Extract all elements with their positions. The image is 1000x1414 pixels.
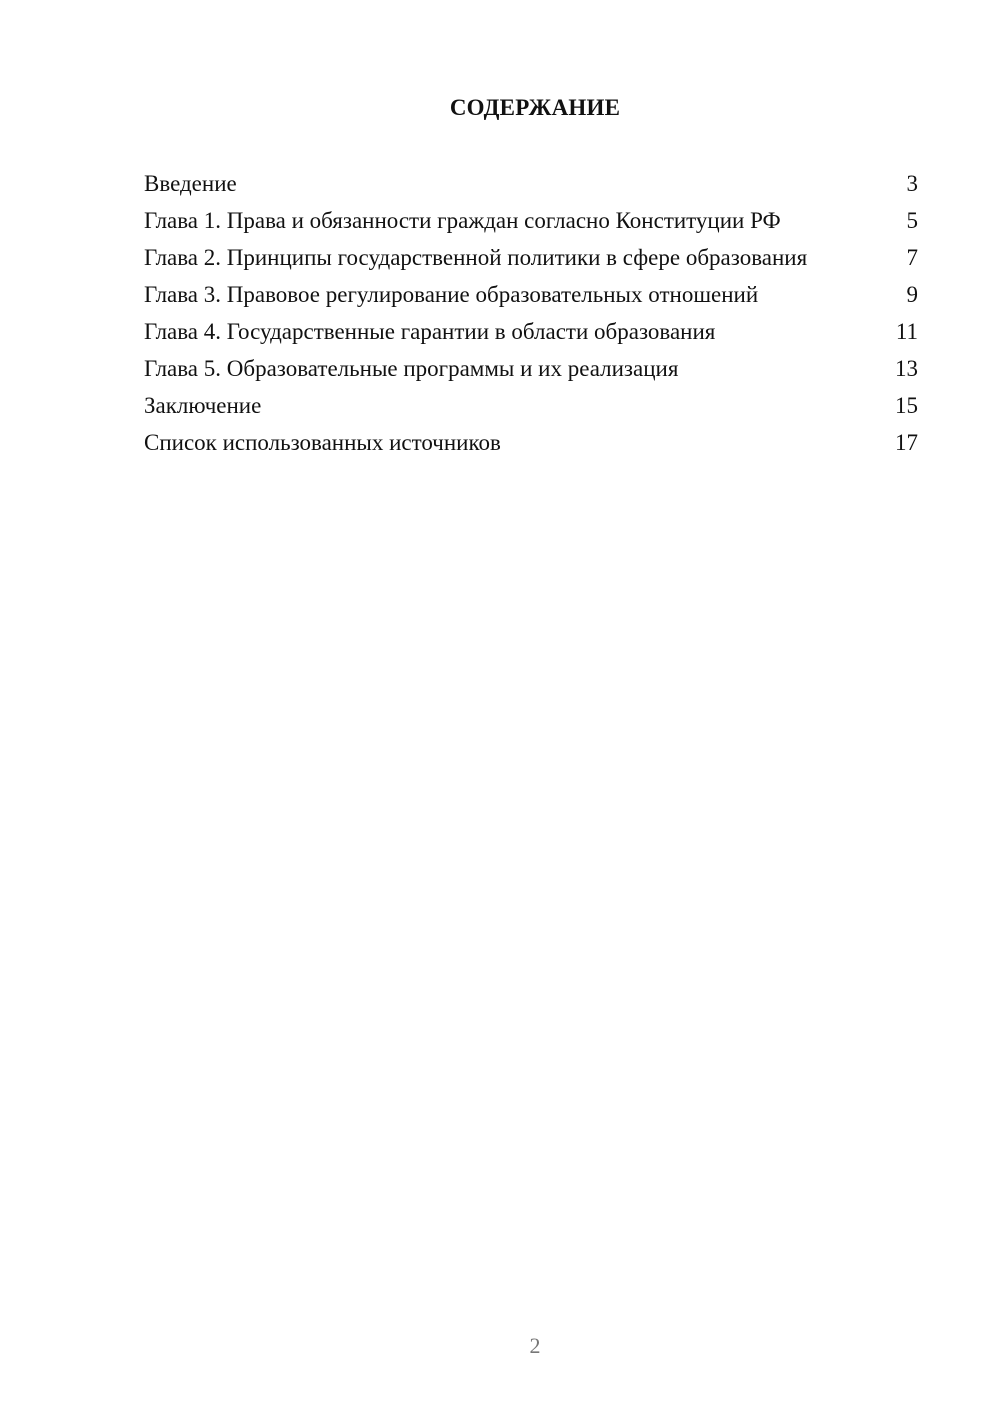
toc-entry-chapter-5 [144, 355, 918, 382]
toc-entry-text: Глава 5. Образовательные программы и их реализация [144, 356, 679, 381]
toc-entry-introduction [144, 170, 918, 197]
toc-entry-page: 13 [895, 356, 918, 381]
toc-entry-text: Список использованных источников [144, 430, 501, 455]
toc-entry-page: 5 [906, 208, 918, 233]
toc-entry-text: Введение [144, 171, 237, 196]
table-of-contents [144, 170, 918, 466]
toc-entry-page: 9 [906, 282, 918, 307]
toc-entry-chapter-2 [144, 244, 918, 271]
toc-entry-text: Глава 1. Права и обязанности граждан согласно Конституции РФ [144, 208, 781, 233]
toc-entry-chapter-4 [144, 318, 918, 345]
toc-entry-text: Глава 3. Правовое регулирование образовательных отношений [144, 282, 759, 307]
toc-entry-page: 17 [895, 430, 918, 455]
page-title: СОДЕРЖАНИЕ [449, 95, 621, 120]
page-number: 2 [529, 1333, 541, 1358]
toc-entry-chapter-3 [144, 281, 918, 308]
toc-entry-page: 3 [906, 171, 918, 196]
toc-entry-chapter-1 [144, 207, 918, 234]
toc-entry-page: 11 [895, 319, 918, 344]
toc-entry-text: Глава 4. Государственные гарантии в области образования [144, 319, 716, 344]
toc-entry-page: 15 [895, 393, 918, 418]
toc-entry-text: Заключение [144, 393, 262, 418]
toc-entry-conclusion [144, 392, 918, 419]
toc-entry-page: 7 [906, 245, 918, 270]
toc-entry-references [144, 429, 918, 456]
toc-entry-text: Глава 2. Принципы государственной политики в сфере образования [144, 245, 808, 270]
